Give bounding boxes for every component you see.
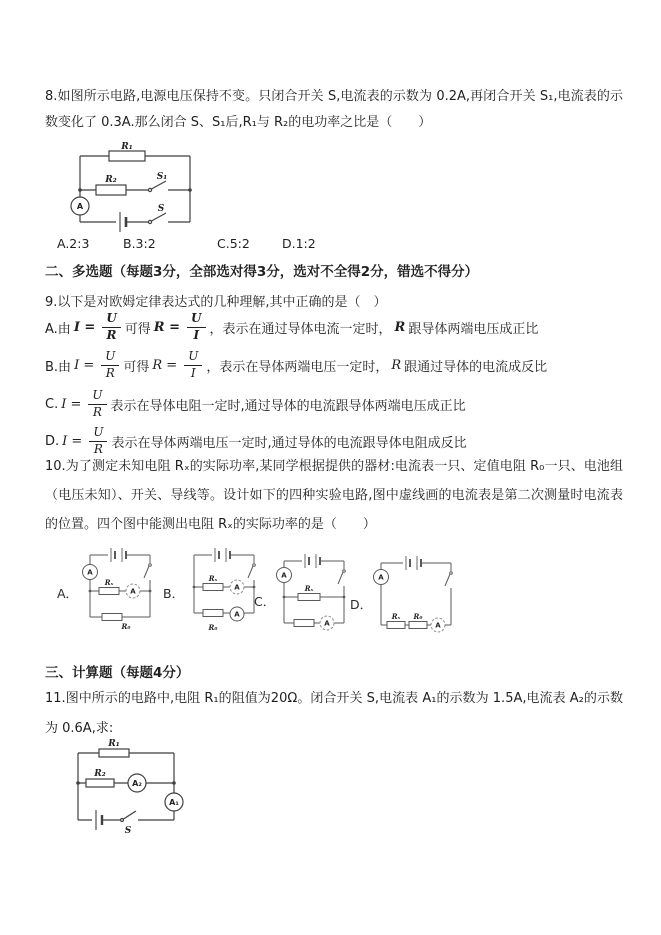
switch-s-pivot xyxy=(121,819,124,822)
q10-circuit-a-diagram xyxy=(80,545,158,635)
section-3-heading: 三、计算题（每题4分） xyxy=(45,665,190,681)
q9-option-b: B.由 I = $\frac{U}{R}$ 可得 R = $\frac{U}{I}$ ，表示在导体两端电压一定时， R 跟通过导体的电流成反比 xyxy=(45,348,548,380)
svg-text:A: A xyxy=(87,568,93,577)
option-a-head: A.由 xyxy=(45,321,71,337)
q10-circuit-d-label: D． xyxy=(350,597,373,612)
q11-circuit-diagram xyxy=(66,737,186,845)
fraction-u-over-r: $\frac{U}{R}$ xyxy=(88,389,106,420)
q10-circuit-b-label: B． xyxy=(163,586,185,601)
resistor-r2 xyxy=(86,779,114,787)
svg-text:A: A xyxy=(130,587,136,596)
fraction-u-over-i: $\frac{U}{I}$ xyxy=(184,350,202,381)
switch-pivot xyxy=(343,570,346,573)
fraction-u-over-r: $\frac{U}{R}$ xyxy=(102,312,120,343)
svg-text:R₁: R₁ xyxy=(108,739,120,749)
svg-text:A: A xyxy=(234,610,240,619)
resistor-r0 xyxy=(203,610,223,617)
fraction-u-over-r: $\frac{U}{R}$ xyxy=(101,350,119,381)
resistor-rx xyxy=(298,594,320,601)
switch-blade xyxy=(248,566,253,578)
switch-blade xyxy=(144,566,149,578)
switch-s1-blade xyxy=(152,181,167,189)
resistor-r2 xyxy=(96,185,126,195)
option-c-head: C. xyxy=(45,396,59,412)
switch-blade xyxy=(338,572,343,584)
ammeter-label: A xyxy=(76,202,84,211)
q10-circuit-c-diagram xyxy=(274,551,352,641)
option-d-head: D. xyxy=(45,433,60,449)
svg-text:R₀: R₀ xyxy=(208,623,218,632)
resistor-r2-label: R₂ xyxy=(105,175,117,185)
switch-s-blade xyxy=(124,811,137,819)
q9-option-c: C. I = $\frac{U}{R}$ 表示在导体电阻一定时,通过导体的电流跟导体两端电压成正比 xyxy=(45,387,466,419)
svg-text:A: A xyxy=(324,619,330,628)
battery-short-plates xyxy=(219,551,230,559)
svg-text:Rₓ: Rₓ xyxy=(391,612,401,621)
svg-text:R₀: R₀ xyxy=(413,612,423,621)
question-11-text: 11.图中所示的电路中,电阻 R₁的阻值为20Ω。闭合开关 S,电流表 A₁的示数为 1.5A,电流表 A₂的示数为 0.6A,求: xyxy=(45,691,623,736)
resistor-r1-label: R₁ xyxy=(121,142,133,152)
svg-text:A₂: A₂ xyxy=(132,779,142,788)
switch-s1-label: S₁ xyxy=(156,172,168,182)
q9-option-a: A.由 I = $\frac{U}{R}$ 可得 R = $\frac{U}{I}$ ，表示在通过导体电流一定时， R 跟导体两端电压成正比 xyxy=(45,310,539,342)
svg-text:A: A xyxy=(234,583,240,592)
fraction-u-over-i: $\frac{U}{I}$ xyxy=(187,312,205,343)
q10-circuit-d-diagram xyxy=(371,553,459,643)
svg-text:R₀: R₀ xyxy=(121,622,131,631)
q8-answer-c: C.5:2 xyxy=(217,236,250,251)
q8-answer-a: A.2:3 xyxy=(57,236,90,251)
switch-s-label: S xyxy=(157,204,165,214)
resistor-rx xyxy=(203,584,223,591)
resistor-r0 xyxy=(102,614,122,621)
resistor-r1 xyxy=(109,151,145,161)
svg-text:Rₓ: Rₓ xyxy=(208,574,218,583)
switch-s1-pivot xyxy=(148,188,151,191)
battery-long-plates xyxy=(305,554,316,568)
resistor-rx xyxy=(99,588,119,595)
svg-text:A₁: A₁ xyxy=(169,798,179,807)
switch-pivot xyxy=(450,572,453,575)
option-b-head: B.由 xyxy=(45,359,72,375)
svg-text:Rₓ: Rₓ xyxy=(104,578,114,587)
resistor-r0 xyxy=(294,620,314,627)
switch-pivot xyxy=(253,564,256,567)
switch-blade xyxy=(445,574,450,586)
svg-text:Rₓ: Rₓ xyxy=(304,584,314,593)
q9-option-d: D. I = $\frac{U}{R}$ 表示在导体两端电压一定时,通过导体的电流跟导体电阻成反比 xyxy=(45,424,467,456)
resistor-r1 xyxy=(99,749,129,757)
battery-short-plates xyxy=(309,557,320,565)
battery-short-plates xyxy=(410,559,421,567)
battery-long-plates xyxy=(406,556,417,570)
svg-text:A: A xyxy=(281,571,287,580)
battery-short-plates xyxy=(115,551,126,559)
switch-s-pivot xyxy=(148,220,151,223)
q8-answer-b: B.3:2 xyxy=(123,236,156,251)
svg-text:A: A xyxy=(378,573,384,582)
q8-circuit-diagram xyxy=(62,140,212,238)
resistor-rx xyxy=(387,622,405,629)
battery-long-plates xyxy=(215,548,226,562)
resistor-r0 xyxy=(409,622,427,629)
q10-circuit-b-diagram xyxy=(184,545,262,635)
q8-answer-d: D.1:2 xyxy=(282,236,316,251)
question-9-text: 9.以下是对欧姆定律表达式的几种理解,其中正确的是（ ） xyxy=(45,295,387,310)
question-8-text: 8.如图所示电路,电源电压保持不变。只闭合开关 S,电流表的示数为 0.2A,再闭合开关 S₁,电流表的示数变化了 0.3A.那么闭合 S、S₁后,R₁与 R₂的电功率之比是（ ） xyxy=(45,89,623,130)
switch-s-blade xyxy=(152,213,167,221)
svg-text:R₂: R₂ xyxy=(94,769,106,779)
svg-text:A: A xyxy=(435,621,441,630)
switch-s-label: S xyxy=(124,826,132,836)
q10-circuit-c-label: C． xyxy=(254,594,276,609)
fraction-u-over-r: $\frac{U}{R}$ xyxy=(89,426,107,457)
q10-circuit-a-label: A． xyxy=(57,586,79,601)
question-10-text: 10.为了测定未知电阻 Rₓ的实际功率,某同学根据提供的器材:电流表一只、定值电阻 R₀一只、电池组（电压未知）、开关、导线等。设计如下的四种实验电路,图中虚线画的电流表是第二次测量时电流表的位置。四个图中能测出电阻 Rₓ的实际功率的是（ ） xyxy=(45,459,623,532)
battery-long-plates xyxy=(111,548,122,562)
section-2-heading: 二、多选题（每题3分，全部选对得3分，选对不全得2分，错选不得分） xyxy=(45,264,479,280)
switch-pivot xyxy=(149,564,152,567)
